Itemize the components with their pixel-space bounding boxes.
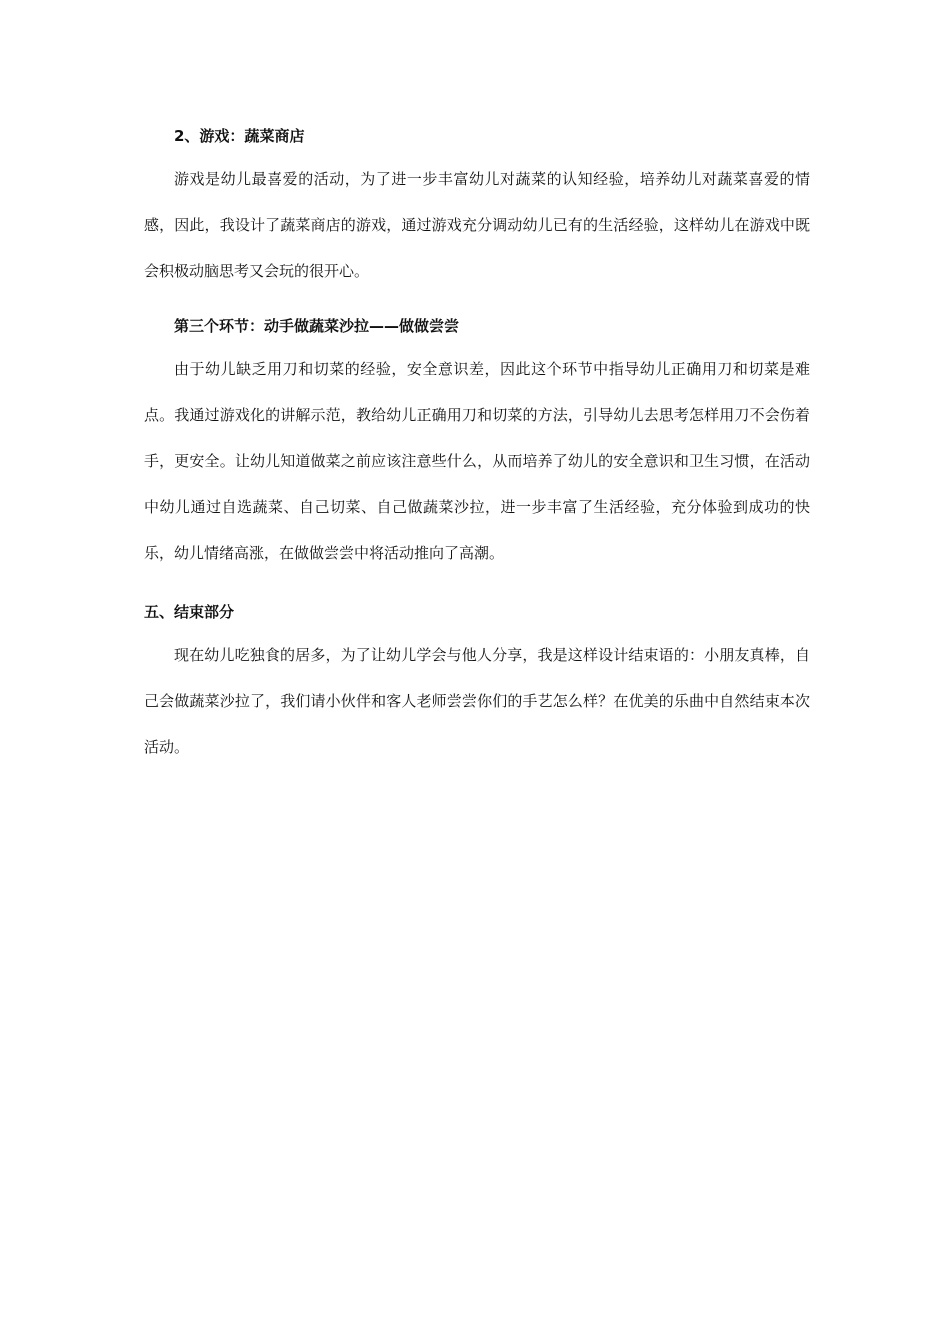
section-paragraph-third-step: 由于幼儿缺乏用刀和切菜的经验，安全意识差，因此这个环节中指导幼儿正确用刀和切菜是难点。我通过游戏化的讲解示范，教给幼儿正确用刀和切菜的方法，引导幼儿去思考怎样用刀不会伤着手，更安全。让幼儿知道做菜之前应该注意些什么，从而培养了幼儿的安全意识和卫生习惯，在活动中幼儿通过自选蔬菜、自己切菜、自己做蔬菜沙拉，进一步丰富了生活经验，充分体验到成功的快乐，幼儿情绪高涨，在做做尝尝中将活动推向了高潮。 — [144, 360, 810, 562]
document-body — [144, 122, 810, 770]
section-paragraph-ending: 现在幼儿吃独食的居多，为了让幼儿学会与他人分享，我是这样设计结束语的：小朋友真棒，自己会做蔬菜沙拉了，我们请小伙伴和客人老师尝尝你们的手艺怎么样？在优美的乐曲中自然结束本次活动。 — [144, 646, 810, 756]
section-paragraph-vegetable-shop-game: 游戏是幼儿最喜爱的活动，为了进一步丰富幼儿对蔬菜的认知经验，培养幼儿对蔬菜喜爱的情感，因此，我设计了蔬菜商店的游戏，通过游戏充分调动幼儿已有的生活经验，这样幼儿在游戏中既会积极动脑思考又会玩的很开心。 — [144, 170, 810, 280]
section-heading-third-step: 第三个环节：动手做蔬菜沙拉——做做尝尝 — [174, 317, 460, 335]
section-heading-ending: 五、结束部分 — [144, 603, 235, 621]
section-heading-vegetable-shop-game: 2、游戏：蔬菜商店 — [174, 127, 305, 145]
